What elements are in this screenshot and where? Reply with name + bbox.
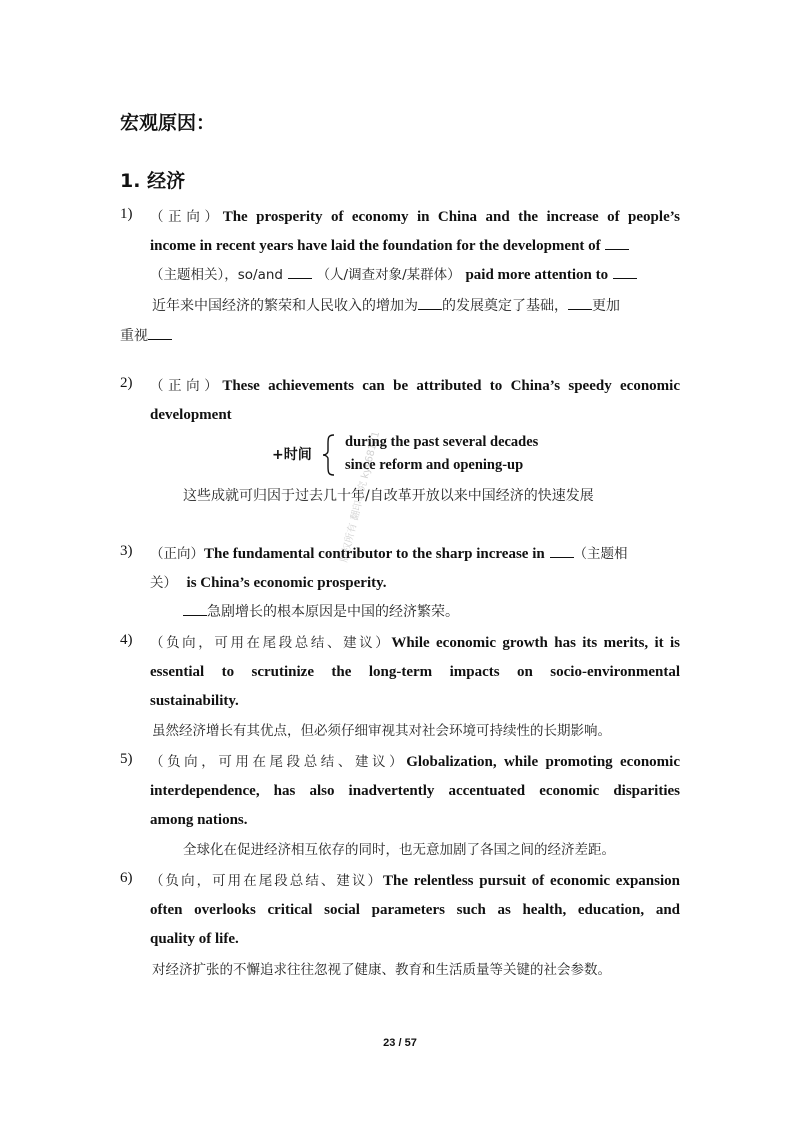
fill-blank: [288, 266, 312, 279]
item-note: （主题相关），so/and: [150, 267, 283, 283]
item-line: [150, 661, 680, 682]
item-line: [150, 632, 680, 653]
fill-blank: [550, 545, 574, 558]
item-tag: （正向）: [150, 209, 223, 225]
item-en-text: interdependence, has also inadvertently accentuated economic disparities: [150, 783, 680, 799]
item-line: [150, 690, 680, 711]
section-title: 宏观原因：: [120, 112, 216, 134]
item-number: 5): [120, 751, 133, 767]
item-en-text: income in recent years have laid the foundation for the development of: [150, 238, 601, 254]
curly-brace-icon: [322, 434, 336, 476]
cn-text: 的发展奠定了基础，: [442, 298, 568, 314]
item-cn-translation: [152, 295, 620, 315]
cn-text: 重视: [120, 328, 148, 344]
item-en-text: The prosperity of economy in China and the increase of people’s: [222, 209, 681, 225]
subsection-number: 1.: [120, 170, 141, 192]
item-line: [150, 404, 680, 425]
item-note: （人/调查对象/某群体）: [316, 267, 461, 283]
subsection-heading: [120, 166, 185, 193]
item-tag: （负向，可用在尾段总结、建议）: [150, 873, 384, 889]
fill-blank: [183, 603, 207, 616]
item-line: [150, 235, 680, 256]
watermark: 版权所有 翻印必究 kys68121: [338, 430, 383, 564]
fill-blank: [605, 237, 629, 250]
item-number: 3): [120, 543, 133, 559]
cn-text: 急剧增长的根本原因是中国的经济繁荣。: [207, 604, 459, 620]
item-cn-translation: 这些成就可归因于过去几十年/自改革开放以来中国经济的快速发展: [183, 488, 594, 504]
item-en-text: is China’s economic prosperity.: [186, 575, 387, 591]
item-en-text: sustainability.: [150, 693, 239, 709]
item-cn-translation: 虽然经济增长有其优点，但必须仔细审视其对社会环境可持续性的长期影响。: [152, 723, 611, 739]
item-line: [150, 870, 680, 891]
item-en-text: These achievements can be attributed to China’s speedy economic: [222, 378, 681, 394]
item-en-text: The fundamental contributor to the sharp increase in: [204, 546, 545, 562]
fill-blank: [418, 297, 442, 310]
cn-text: 近年来中国经济的繁荣和人民收入的增加为: [152, 298, 418, 314]
item-line: [150, 543, 680, 564]
item-line: [150, 375, 680, 396]
item-en-text: among nations.: [150, 812, 248, 828]
item-line: [150, 928, 680, 949]
item-number: 4): [120, 632, 133, 648]
item-tag: （正向）: [150, 546, 204, 562]
page-number: 23 / 57: [383, 1037, 417, 1049]
item-number: 6): [120, 870, 133, 886]
subsection-title: 经济: [147, 170, 186, 192]
item-line: [150, 780, 680, 801]
item-tag: （主题相: [573, 546, 628, 562]
item-tag: （正向）: [150, 378, 223, 394]
item-en-text: development: [150, 407, 232, 423]
time-option: during the past several decades: [345, 434, 539, 450]
item-number: 2): [120, 375, 133, 391]
item-cn-translation: [183, 601, 459, 621]
fill-blank: [148, 327, 172, 340]
item-en-text: essential to scrutinize the long-term impacts on socio-environmental: [150, 664, 680, 680]
item-line: [150, 751, 680, 772]
fill-blank: [568, 297, 592, 310]
cn-text: 更加: [592, 298, 620, 314]
item-cn-translation: 对经济扩张的不懈追求往往忽视了健康、教育和生活质量等关键的社会参数。: [152, 962, 611, 978]
item-line: [150, 809, 680, 830]
item-line: [150, 264, 680, 285]
item-en-text: paid more attention to: [465, 267, 609, 283]
item-tag: （负向，可用在尾段总结、建议）: [150, 635, 392, 651]
item-en-text: The relentless pursuit of economic expansion: [383, 873, 680, 889]
item-number: 1): [120, 206, 133, 222]
item-en-text: While economic growth has its merits, it is: [391, 635, 680, 651]
time-option: since reform and opening-up: [345, 457, 524, 473]
fill-blank: [613, 266, 637, 279]
item-en-text: Globalization, while promoting economic: [406, 754, 680, 770]
item-line: [150, 206, 680, 227]
item-tag: 关）: [150, 575, 177, 591]
item-tag: （负向，可用在尾段总结、建议）: [150, 754, 407, 770]
item-en-text: often overlooks critical social parameters such as health, education, and: [150, 902, 680, 918]
item-en-text: quality of life.: [150, 931, 239, 947]
item-cn-translation: 全球化在促进经济相互依存的同时，也无意加剧了各国之间的经济差距。: [183, 842, 615, 858]
item-line: [150, 572, 680, 593]
item-cn-translation: [120, 325, 172, 345]
item-line: [150, 899, 680, 920]
time-label: +时间: [272, 447, 312, 463]
